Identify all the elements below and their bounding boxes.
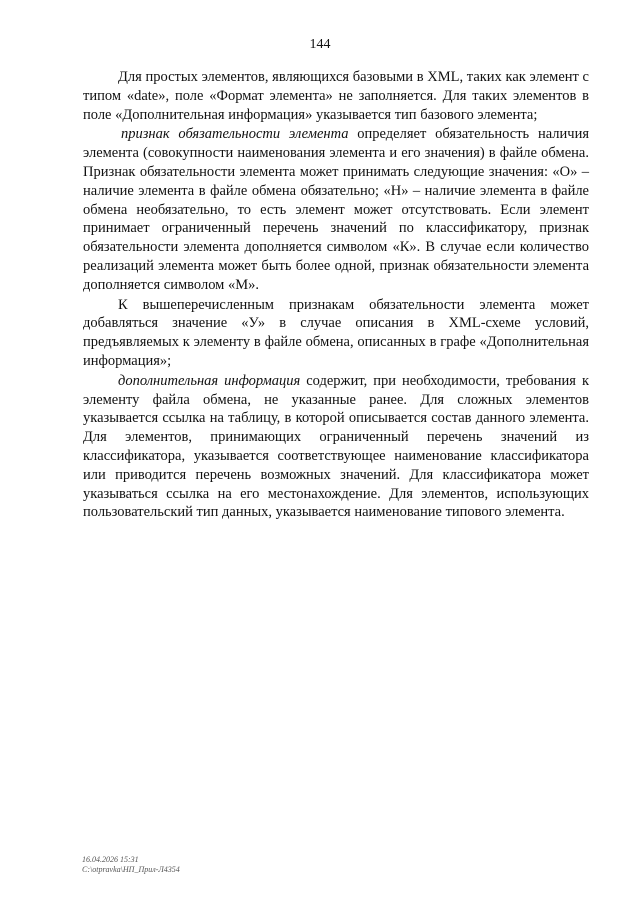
paragraph-text: К вышеперечисленным признакам обязательности элемента может добавляться значение «У» в случае описания в XML-схеме условий, предъявляемых к элементу в файле обмена, описанных в графе «Дополнительная информация»; — [83, 296, 589, 369]
print-timestamp: 16.04.2026 15:31 — [82, 855, 139, 864]
print-footer — [82, 855, 180, 875]
paragraph-text: Для простых элементов, являющихся базовыми в XML, таких как элемент с типом «date», поле «Формат элемента» не заполняется. Для таких элементов в поле «Дополнительная информация» указывается тип базового элемента; — [83, 69, 589, 123]
term-mandatory-flag: признак обязательности элемента — [121, 126, 349, 143]
paragraph-additional-value — [83, 296, 589, 371]
term-additional-info: дополнительная информация — [118, 372, 301, 389]
page-number: 144 — [309, 37, 331, 52]
paragraph-text: содержит, при необходимости, требования к элементу файла обмена, не указанные ранее. Для сложных элементов указывается ссылка на таблицу, в которой описывается состав данного элемента. Для элементов, принимающих ограниченный перечень значений из классификатора, указывается соответствующее наименование классификатора или приводится перечень возможных значений. Для классификатора может указываться ссылка на его местонахождение. Для элементов, использующих пользовательский тип данных, указывается наименование типового элемента. — [83, 372, 589, 521]
paragraph-additional-info — [83, 372, 589, 522]
paragraph-text: определяет обязательность наличия элемента (совокупности наименования элемента и его значения) в файле обмена. Признак обязательности элемента может принимать следующие значения: «О» – наличие элемента в файле обмена обязательно; «Н» – наличие элемента в файле обмена необязательно, то есть элемент может отсутствовать. Если элемент принимает ограниченный перечень значений по классификатору, признак обязательности элемента дополняется символом «К». В случае если количество реализаций элемента может быть более одной, признак обязательности элемента дополняется символом «М». — [83, 126, 589, 293]
file-path: C:\otpravka\НП_Прил-Л4354 — [82, 865, 180, 874]
paragraph-simple-elements — [83, 68, 589, 124]
paragraph-mandatory-flag — [83, 125, 589, 294]
document-body — [83, 68, 589, 523]
